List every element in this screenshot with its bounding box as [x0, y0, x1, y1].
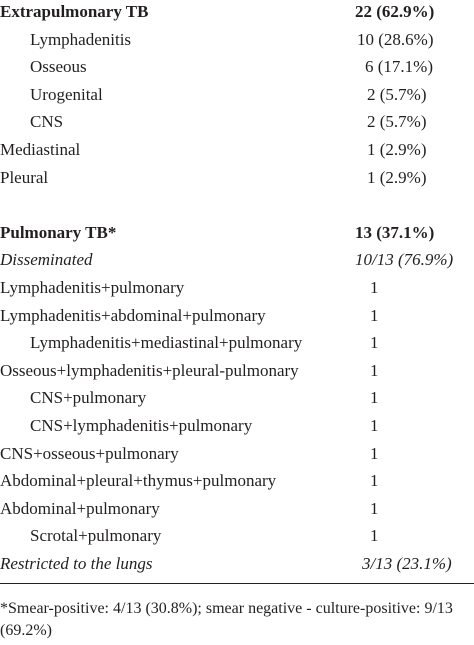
table-row [0, 467, 474, 494]
table-row [0, 219, 474, 246]
row-value-lymphadenitis-pulmonary: 1 [370, 278, 379, 297]
row-label-abdominal-pleural-thymus-pulmonary: Abdominal+pleural+thymus+pulmonary [0, 471, 277, 490]
table-footnote: *Smear-positive: 4/13 (30.8%); smear negative - culture-positive: 9/13 (69.2%) [0, 600, 453, 639]
row-label-cns: CNS [30, 112, 64, 131]
table-row [0, 329, 474, 356]
row-label-osseous: Osseous [30, 57, 87, 76]
row-label-osseous-lymphadenitis-pleural-pulmonary: Osseous+lymphadenitis+pleural-pulmonary [0, 361, 299, 380]
table-row [0, 495, 474, 522]
row-value-disseminated: 10/13 (76.9%) [355, 250, 454, 269]
table-row [0, 0, 474, 25]
row-value-scrotal-pulmonary: 1 [370, 526, 379, 545]
row-value-cns-pulmonary: 1 [370, 388, 379, 407]
row-label-lymphadenitis-mediastinal-pulmonary: Lymphadenitis+mediastinal+pulmonary [30, 333, 303, 352]
table-row [0, 53, 474, 80]
row-label-cns-lymphadenitis-pulmonary: CNS+lymphadenitis+pulmonary [30, 416, 253, 435]
row-label-disseminated: Disseminated [0, 250, 93, 269]
row-label-urogenital: Urogenital [30, 85, 103, 104]
table-row [0, 81, 474, 108]
row-label-restricted-to-lungs: Restricted to the lungs [0, 554, 153, 573]
row-value-abdominal-pleural-thymus-pulmonary: 1 [370, 471, 379, 490]
table-row [0, 26, 474, 53]
row-value-abdominal-pulmonary: 1 [370, 499, 379, 518]
row-value-lymphadenitis-abdominal-pulmonary: 1 [370, 306, 379, 325]
row-value-osseous-lymphadenitis-pleural-pulmonary: 1 [370, 361, 379, 380]
row-value-cns-lymphadenitis-pulmonary: 1 [370, 416, 379, 435]
table-row [0, 274, 474, 301]
row-value-cns: 2 (5.7%) [367, 112, 427, 131]
row-value-pleural: 1 (2.9%) [367, 168, 427, 187]
row-label-pleural: Pleural [0, 168, 49, 187]
table-row [0, 522, 474, 549]
row-label-lymphadenitis: Lymphadenitis [30, 30, 132, 49]
row-value-restricted-to-lungs: 3/13 (23.1%) [362, 554, 452, 573]
table-row [0, 108, 474, 135]
table-row [0, 412, 474, 439]
table-row [0, 246, 474, 273]
row-value-lymphadenitis: 10 (28.6%) [357, 30, 434, 49]
table-row [0, 302, 474, 329]
table-row [0, 164, 474, 191]
row-value-lymphadenitis-mediastinal-pulmonary: 1 [370, 333, 379, 352]
row-label-pulmonary-tb: Pulmonary TB* [0, 223, 117, 242]
table-row [0, 384, 474, 411]
row-label-cns-osseous-pulmonary: CNS+osseous+pulmonary [0, 444, 179, 463]
row-value-osseous: 6 (17.1%) [365, 57, 433, 76]
row-label-mediastinal: Mediastinal [0, 140, 81, 159]
row-value-mediastinal: 1 (2.9%) [367, 140, 427, 159]
row-label-scrotal-pulmonary: Scrotal+pulmonary [30, 526, 162, 545]
table-row [0, 136, 474, 163]
row-value-urogenital: 2 (5.7%) [367, 85, 427, 104]
row-label-lymphadenitis-pulmonary: Lymphadenitis+pulmonary [0, 278, 185, 297]
row-label-abdominal-pulmonary: Abdominal+pulmonary [0, 499, 160, 518]
table-bottom-rule [0, 583, 474, 584]
row-label-cns-pulmonary: CNS+pulmonary [30, 388, 147, 407]
row-value-cns-osseous-pulmonary: 1 [370, 444, 379, 463]
table-row [0, 440, 474, 467]
row-value-pulmonary-tb: 13 (37.1%) [355, 223, 435, 242]
row-label-lymphadenitis-abdominal-pulmonary: Lymphadenitis+abdominal+pulmonary [0, 306, 266, 325]
table-row [0, 357, 474, 384]
row-value-extrapulmonary-tb: 22 (62.9%) [355, 2, 435, 21]
row-label-extrapulmonary-tb: Extrapulmonary TB [0, 2, 149, 21]
table-row [0, 550, 474, 577]
